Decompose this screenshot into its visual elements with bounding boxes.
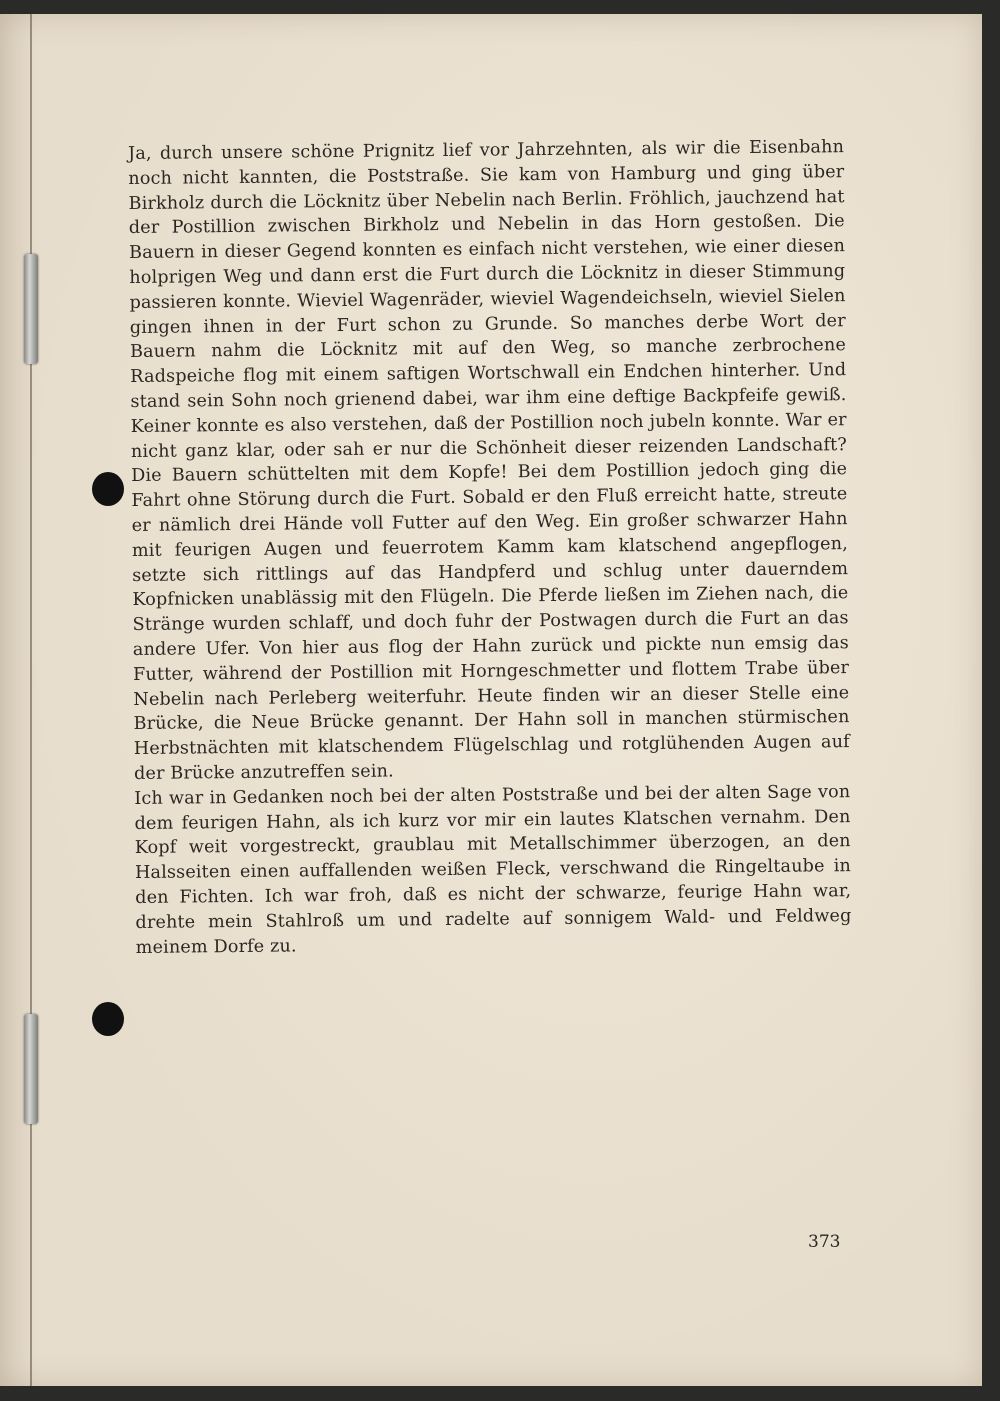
page-number: 373 [808, 1232, 841, 1252]
book-page [0, 14, 982, 1386]
punch-hole-bottom [92, 1002, 124, 1036]
staple-bottom [24, 1014, 38, 1124]
spine-line [30, 14, 32, 1386]
paragraph-2: Ich war in Gedanken noch bei der alten Poststraße und bei der alten Sage von dem feurigen Hahn, als ich kurz vor mir ein lautes Klatschen vernahm. Den Kopf weit vorgestreckt, graublau mit Metallschimmer überzogen, an den Halsseiten einen auffallenden weißen Fleck, verschwand die Ringeltaube in den Fichten. Ich war froh, daß es nicht der schwarze, feurige Hahn war, drehte mein Stahlroß um und radelte auf sonnigem Wald- und Feldweg meinem Dorfe zu. [134, 781, 852, 958]
punch-hole-top [92, 472, 124, 506]
body-text [128, 135, 852, 960]
staple-top [24, 254, 38, 364]
paragraph-1: Ja, durch unsere schöne Prignitz lief vor Jahrzehnten, als wir die Eisenbahn noch nicht kannten, die Poststraße. Sie kam von Hamburg und ging über Birkholz durch die Löcknitz über Nebelin nach Berlin. Fröhlich, jauchzend hat der Postillion zwischen Birkholz und Nebelin in das Horn gestoßen. Die Bauern in dieser Gegend konnten es einfach nicht verstehen, wie einer diesen holprigen Weg und dann erst die Furt durch die Löcknitz in dieser Stimmung passieren konnte. Wieviel Wagenräder, wieviel Wagendeichseln, wieviel Sielen gingen ihnen in der Furt schon zu Grunde. So manches derbe Wort der Bauern nahm die Löcknitz mit auf den Weg, so manche zerbrochene Radspeiche flog mit einem saftigen Wortschwall ein Endchen hinterher. Und stand sein Sohn noch grienend dabei, war ihm eine deftige Backpfeife gewiß. Keiner konnte es also verstehen, daß der Postillion noch jubeln konnte. War er nicht ganz klar, oder sah er nur die Schönheit dieser reizenden Landschaft? Die Bauern schüttelten mit dem Kopfe! Bei dem Postillion jedoch ging die Fahrt ohne Störung durch die Furt. Sobald er den Fluß erreicht hatte, streute er nämlich drei Hände voll Futter auf den Weg. Ein großer schwarzer Hahn mit feurigen Augen und feuerrotem Kamm kam klatschend angepflogen, setzte sich rittlings auf das Handpferd und schlug unter dauerndem Kopfnicken unablässig mit den Flügeln. Die Pferde ließen im Ziehen nach, die Stränge wurden schlaff, und doch fuhr der Postwagen durch die Furt an das andere Ufer. Von hier aus flog der Hahn zurück und pickte nun emsig das Futter, während der Postillion mit Horngeschmetter und flottem Trabe über Nebelin nach Perleberg weiterfuhr. Heute finden wir an dieser Stelle eine Brücke, die Neue Brücke genannt. Der Hahn soll in manchen stürmischen Herbstnächten mit klatschendem Flügelschlag und rotglühenden Augen auf der Brücke anzutreffen sein. [128, 137, 850, 784]
